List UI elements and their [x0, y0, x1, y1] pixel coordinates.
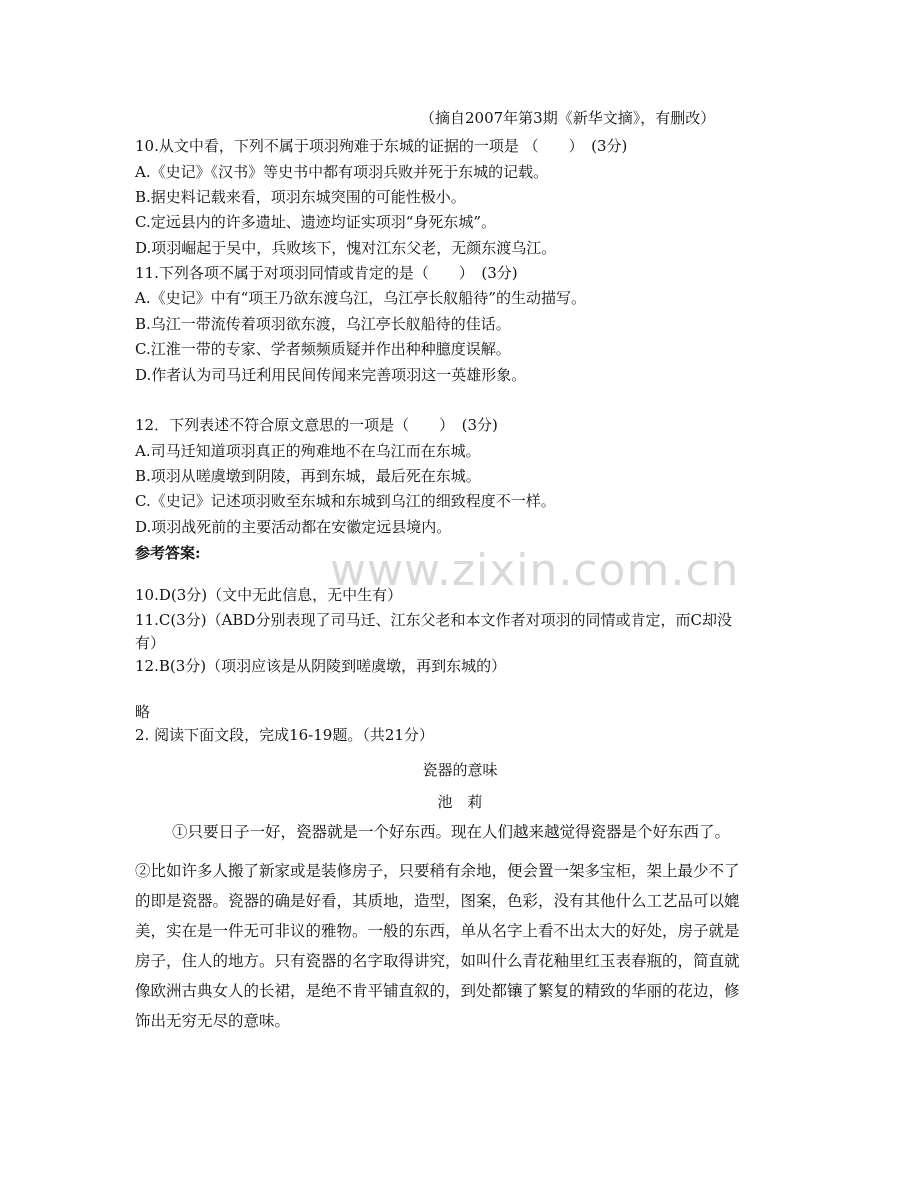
paragraph-2-line: ②比如许多人搬了新家或是装修房子，只要稍有余地，便会置一架多宝柜，架上最少不了: [135, 862, 740, 880]
paragraph-1: ①只要日子一好，瓷器就是一个好东西。现在人们越来越觉得瓷器是个好东西了。: [172, 823, 731, 841]
watermark: www.zixin.com.cn: [330, 545, 740, 596]
answer-12: 12.B(3分)（项羽应该是从阴陵到嗟虞墩，再到东城的）: [135, 657, 507, 675]
q11-option-a: A.《史记》中有“项王乃欲东渡乌江，乌江亭长舣船待”的生动描写。: [135, 289, 586, 307]
q11-option-b: B.乌江一带流传着项羽欲东渡，乌江亭长舣船待的佳话。: [135, 315, 511, 333]
q10-option-a: A.《史记》《汉书》等史书中都有项羽兵败并死于东城的记载。: [135, 163, 549, 181]
q12-stem: 12．下列表述不符合原文意思的一项是（ ） (3分): [135, 416, 498, 434]
q12-option-c: C.《史记》记述项羽败至东城和东城到乌江的细致程度不一样。: [135, 492, 556, 510]
q12-option-b: B.项羽从嗟虞墩到阴陵，再到东城，最后死在东城。: [135, 467, 481, 485]
paragraph-2-line: 美，实在是一件无可非议的雅物。一般的东西，单从名字上看不出太大的好处，房子就是: [135, 922, 740, 940]
article-author: 池 莉: [437, 793, 483, 811]
article-title: 瓷器的意味: [422, 761, 498, 779]
q11-option-c: C.江淮一带的专家、学者频频质疑并作出种种臆度误解。: [135, 340, 511, 358]
answer-11-line1: 11.C(3分)（ABD分别表现了司马迁、江东父老和本文作者对项羽的同情或肯定，而C却没: [135, 611, 732, 629]
q12-option-a: A.司马迁知道项羽真正的殉难地不在乌江而在东城。: [135, 442, 481, 460]
q10-option-c: C.定远县内的许多遗址、遗迹均证实项羽“身死东城”。: [135, 213, 497, 231]
q11-option-d: D.作者认为司马迁利用民间传闻来完善项羽这一英雄形象。: [135, 366, 527, 384]
paragraph-2-line: 的即是瓷器。瓷器的确是好看，其质地，造型，图案，色彩，没有其他什么工艺品可以媲: [135, 892, 740, 910]
answer-omitted: 略: [135, 703, 151, 721]
q12-option-d: D.项羽战死前的主要活动都在安徽定远县境内。: [135, 518, 452, 536]
source-citation: （摘自2007年第3期《新华文摘》，有删改）: [420, 109, 716, 127]
q10-option-d: D.项羽崛起于吴中，兵败垓下，愧对江东父老，无颜东渡乌江。: [135, 239, 557, 257]
paragraph-2-line: 像欧洲古典女人的长裙，是绝不肯平铺直叙的，到处都镶了繁复的精致的华丽的花边，修: [135, 982, 740, 1000]
paragraph-2-line: 饰出无穷无尽的意味。: [135, 1012, 291, 1030]
paragraph-2-line: 房子，住人的地方。只有瓷器的名字取得讲究，如叫什么青花釉里红玉表春瓶的，简直就: [135, 952, 740, 970]
q10-option-b: B.据史料记载来看，项羽东城突围的可能性极小。: [135, 188, 466, 206]
paragraph-2: [135, 856, 790, 1036]
answers-heading: 参考答案:: [135, 544, 201, 562]
answer-11-line2: 有）: [135, 634, 166, 652]
q10-stem: 10.从文中看，下列不属于项羽殉难于东城的证据的一项是 （ ） (3分): [135, 137, 628, 155]
section2-intro: 2. 阅读下面文段，完成16-19题。（共21分）: [135, 726, 434, 744]
q11-stem: 11.下列各项不属于对项羽同情或肯定的是（ ） (3分): [135, 264, 518, 282]
answer-10: 10.D(3分)（文中无此信息，无中生有）: [135, 586, 403, 604]
